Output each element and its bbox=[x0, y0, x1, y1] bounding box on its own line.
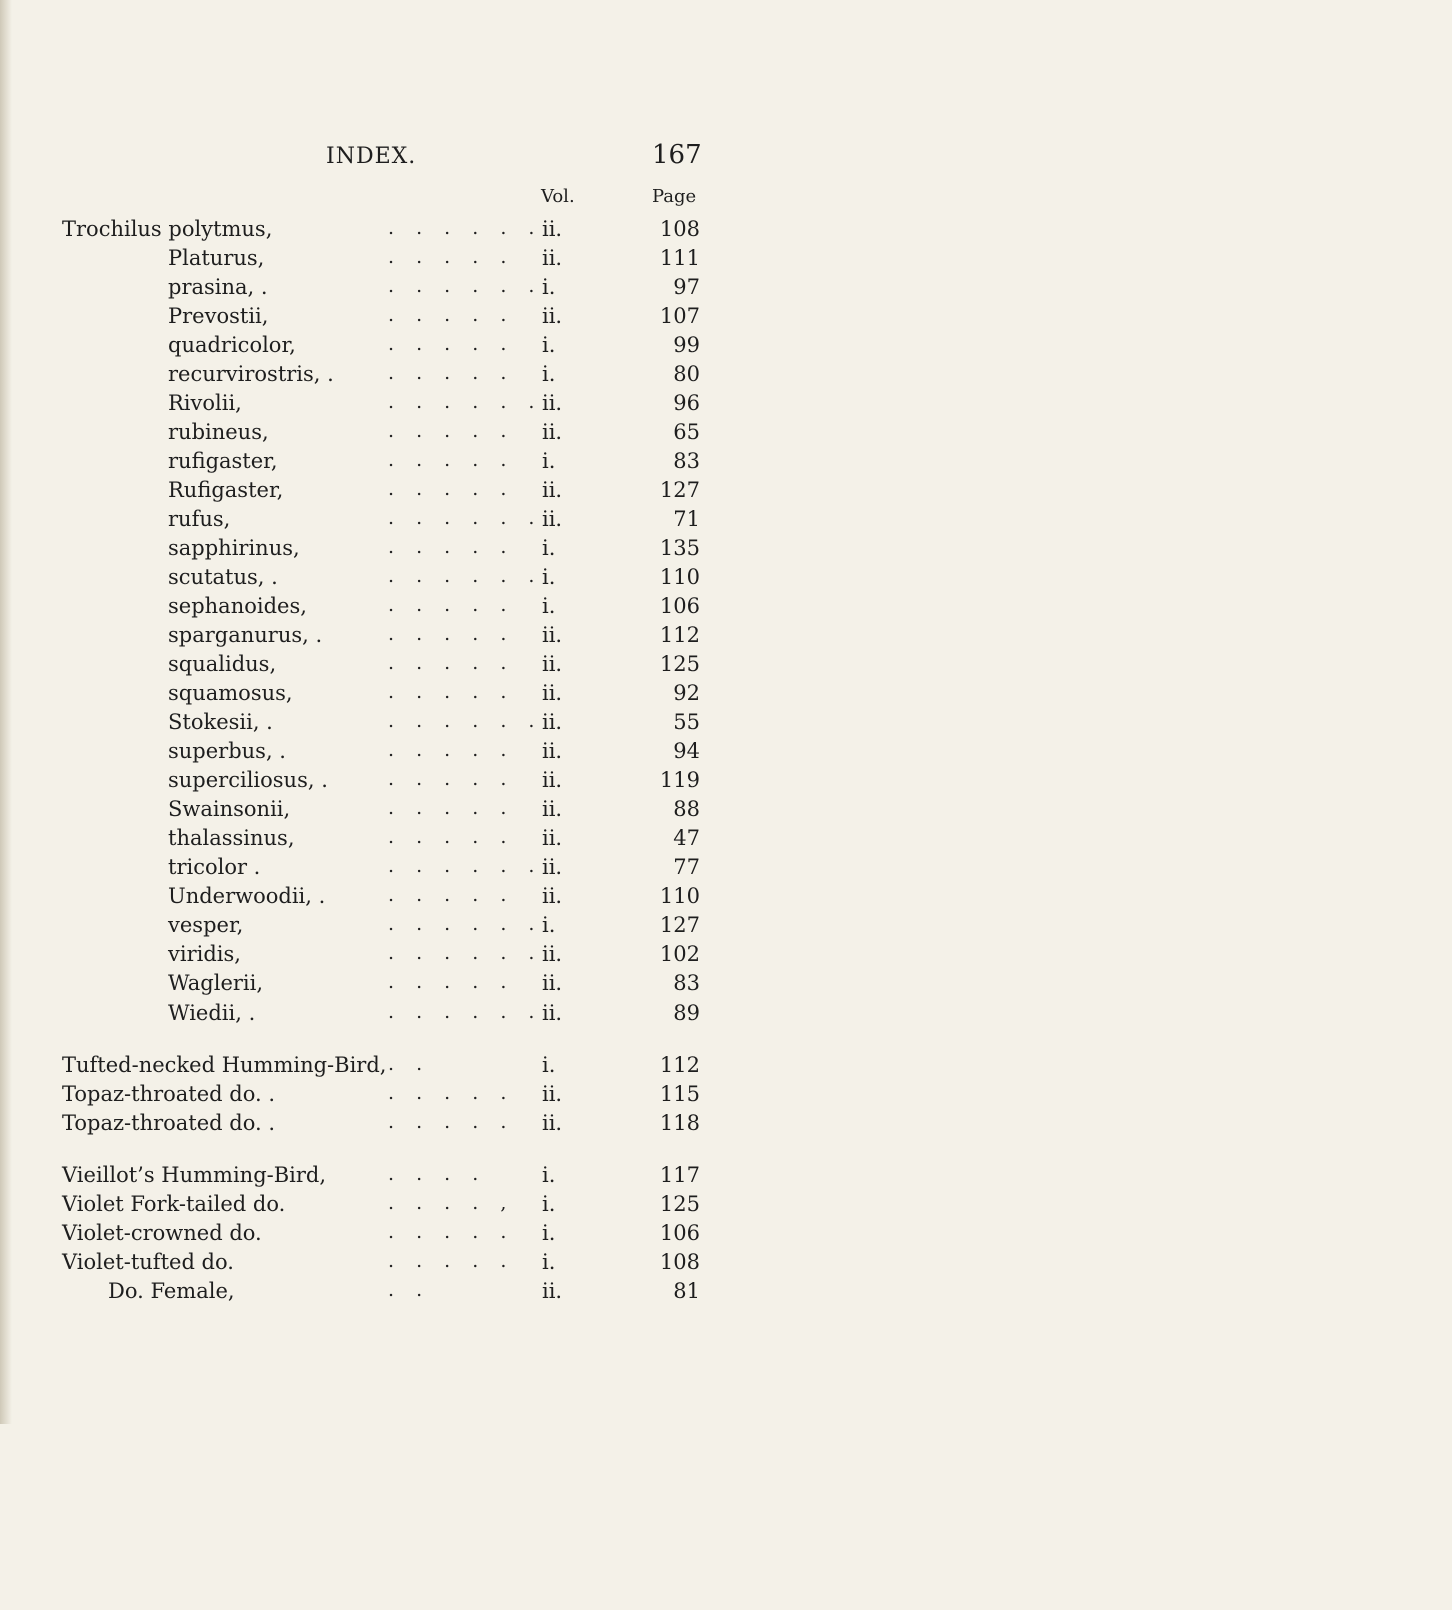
entry-page: 119 bbox=[659, 768, 700, 792]
leader-dots: . . . . . . bbox=[388, 565, 543, 587]
entry-name: superciliosus, . bbox=[168, 768, 328, 792]
leader-dots: . . . . . bbox=[388, 768, 515, 790]
entry-volume: i. bbox=[542, 536, 556, 560]
entry-page: 94 bbox=[673, 739, 700, 763]
leader-dots: . . . . . bbox=[388, 449, 515, 471]
leader-dots: . . . . . . bbox=[388, 507, 543, 529]
entry-volume: i. bbox=[542, 1221, 556, 1245]
entry-volume: ii. bbox=[542, 1279, 563, 1303]
entry-page: 99 bbox=[673, 333, 700, 357]
leader-dots: . . . . . . bbox=[388, 913, 543, 935]
entry-page: 112 bbox=[659, 1053, 700, 1077]
leader-dots: . . . . . bbox=[388, 826, 515, 848]
index-entry bbox=[0, 362, 800, 392]
entry-page: 71 bbox=[673, 507, 700, 531]
entry-name: Vieillot’s Humming-Bird, bbox=[62, 1163, 327, 1187]
entry-name: Waglerii, bbox=[168, 971, 264, 995]
entry-page: 89 bbox=[673, 1001, 700, 1025]
leader-dots: . . . . . bbox=[388, 333, 515, 355]
entry-volume: ii. bbox=[542, 217, 563, 241]
leader-dots: . . bbox=[388, 1053, 431, 1075]
leader-dots: . . . . . bbox=[388, 971, 515, 993]
entry-name: Swainsonii, bbox=[168, 797, 291, 821]
index-entry bbox=[0, 1221, 800, 1251]
entry-page: 108 bbox=[659, 1250, 700, 1274]
entry-name: thalassinus, bbox=[168, 826, 295, 850]
index-entry bbox=[0, 217, 800, 247]
leader-dots: . . . . . . bbox=[388, 391, 543, 413]
entry-page: 92 bbox=[673, 681, 700, 705]
leader-dots: . . . . . bbox=[388, 652, 515, 674]
leader-dots: . . . . . . bbox=[388, 855, 543, 877]
entry-volume: ii. bbox=[542, 507, 563, 531]
leader-dots: . . . . . . bbox=[388, 275, 543, 297]
entry-name: sapphirinus, bbox=[168, 536, 300, 560]
leader-dots: . . . . . bbox=[388, 304, 515, 326]
entry-volume: ii. bbox=[542, 652, 563, 676]
entry-volume: ii. bbox=[542, 246, 563, 270]
entry-name: Topaz-throated do. . bbox=[62, 1082, 276, 1106]
entry-volume: ii. bbox=[542, 797, 563, 821]
entry-volume: ii. bbox=[542, 1082, 563, 1106]
entry-page: 96 bbox=[673, 391, 700, 415]
leader-dots: . . . . . . bbox=[388, 710, 543, 732]
entry-volume: i. bbox=[542, 275, 556, 299]
entry-name: Stokesii, . bbox=[168, 710, 273, 734]
index-entry bbox=[0, 275, 800, 305]
leader-dots: . . . . . bbox=[388, 1111, 515, 1133]
entry-page: 77 bbox=[673, 855, 700, 879]
entry-name: quadricolor, bbox=[168, 333, 296, 357]
entry-page: 81 bbox=[673, 1279, 700, 1303]
entry-volume: ii. bbox=[542, 1001, 563, 1025]
leader-dots: . . . . . bbox=[388, 478, 515, 500]
entry-name: Tufted-necked Humming-Bird, bbox=[62, 1053, 387, 1077]
index-entry bbox=[0, 826, 800, 856]
index-entry bbox=[0, 710, 800, 740]
entry-name: superbus, . bbox=[168, 739, 286, 763]
entry-name: squamosus, bbox=[168, 681, 293, 705]
entry-page: 97 bbox=[673, 275, 700, 299]
index-entry bbox=[0, 681, 800, 711]
entry-page: 47 bbox=[673, 826, 700, 850]
leader-dots: . . . . . . bbox=[388, 942, 543, 964]
entry-volume: ii. bbox=[542, 1111, 563, 1135]
index-entry bbox=[0, 942, 800, 972]
entry-name: Prevostii, bbox=[168, 304, 269, 328]
leader-dots: . . . . bbox=[388, 1163, 487, 1185]
column-header-vol: Vol. bbox=[541, 186, 575, 207]
index-entry bbox=[0, 449, 800, 479]
leader-dots: . . . . . . bbox=[388, 217, 543, 239]
index-entry bbox=[0, 246, 800, 276]
entry-name: sparganurus, . bbox=[168, 623, 323, 647]
entry-page: 115 bbox=[659, 1082, 700, 1106]
leader-dots: . . . . . bbox=[388, 681, 515, 703]
entry-name: viridis, bbox=[168, 942, 241, 966]
entry-page: 83 bbox=[673, 971, 700, 995]
index-entry bbox=[0, 797, 800, 827]
entry-page: 102 bbox=[659, 942, 700, 966]
entry-volume: ii. bbox=[542, 391, 563, 415]
entry-page: 117 bbox=[659, 1163, 700, 1187]
entry-page: 110 bbox=[659, 565, 700, 589]
entry-name: rufus, bbox=[168, 507, 231, 531]
entry-page: 80 bbox=[673, 362, 700, 386]
entry-name: squalidus, bbox=[168, 652, 277, 676]
index-entry bbox=[0, 1053, 800, 1083]
entry-page: 106 bbox=[659, 594, 700, 618]
entry-volume: ii. bbox=[542, 855, 563, 879]
entry-name: recurvirostris, . bbox=[168, 362, 334, 386]
entry-name: Rivolii, bbox=[168, 391, 242, 415]
index-entry bbox=[0, 1250, 800, 1280]
entry-volume: i. bbox=[542, 333, 556, 357]
entry-name: prasina, . bbox=[168, 275, 268, 299]
entry-volume: ii. bbox=[542, 478, 563, 502]
entry-name: Platurus, bbox=[168, 246, 265, 270]
index-entry bbox=[0, 1111, 800, 1141]
leader-dots: . . . . . bbox=[388, 797, 515, 819]
entry-name: Wiedii, . bbox=[168, 1001, 256, 1025]
index-entry bbox=[0, 971, 800, 1001]
leader-dots: . . . . . bbox=[388, 1082, 515, 1104]
entry-page: 83 bbox=[673, 449, 700, 473]
column-header-page: Page bbox=[652, 186, 697, 207]
entry-volume: i. bbox=[542, 594, 556, 618]
leader-dots: . . . . . bbox=[388, 362, 515, 384]
index-entry bbox=[0, 1192, 800, 1222]
index-entry bbox=[0, 594, 800, 624]
entry-volume: i. bbox=[542, 362, 556, 386]
leader-dots: . . . . . . bbox=[388, 1001, 543, 1023]
entry-page: 107 bbox=[659, 304, 700, 328]
entry-volume: ii. bbox=[542, 710, 563, 734]
entry-page: 127 bbox=[659, 913, 700, 937]
entry-volume: ii. bbox=[542, 623, 563, 647]
index-entry bbox=[0, 333, 800, 363]
entry-volume: ii. bbox=[542, 420, 563, 444]
leader-dots: . . . . . bbox=[388, 1250, 515, 1272]
entry-name: Rufigaster, bbox=[168, 478, 284, 502]
entry-page: 108 bbox=[659, 217, 700, 241]
running-title: INDEX. bbox=[326, 144, 417, 169]
entry-name: Trochilus polytmus, bbox=[62, 217, 273, 241]
index-entry bbox=[0, 855, 800, 885]
entry-volume: i. bbox=[542, 449, 556, 473]
entry-name: rufigaster, bbox=[168, 449, 278, 473]
entry-volume: i. bbox=[542, 1250, 556, 1274]
leader-dots: . . . . . bbox=[388, 420, 515, 442]
entry-volume: ii. bbox=[542, 681, 563, 705]
entry-volume: i. bbox=[542, 1053, 556, 1077]
leader-dots: . . . . . bbox=[388, 623, 515, 645]
entry-page: 125 bbox=[659, 1192, 700, 1216]
entry-volume: i. bbox=[542, 913, 556, 937]
entry-page: 111 bbox=[659, 246, 700, 270]
entry-volume: i. bbox=[542, 1192, 556, 1216]
entry-page: 88 bbox=[673, 797, 700, 821]
entry-volume: ii. bbox=[542, 971, 563, 995]
entry-name: tricolor . bbox=[168, 855, 261, 879]
index-entry bbox=[0, 507, 800, 537]
entry-volume: i. bbox=[542, 1163, 556, 1187]
entry-name: sephanoides, bbox=[168, 594, 307, 618]
leader-dots: . . . . , bbox=[388, 1192, 515, 1214]
entry-page: 65 bbox=[673, 420, 700, 444]
page-number: 167 bbox=[652, 140, 702, 170]
index-entry bbox=[0, 884, 800, 914]
entry-name: Underwoodii, . bbox=[168, 884, 326, 908]
entry-name: Do. Female, bbox=[108, 1279, 235, 1303]
entry-page: 106 bbox=[659, 1221, 700, 1245]
index-entry bbox=[0, 304, 800, 334]
entry-name: Violet Fork-tailed do. bbox=[62, 1192, 286, 1216]
index-entry bbox=[0, 391, 800, 421]
index-entry bbox=[0, 1163, 800, 1193]
index-entry bbox=[0, 478, 800, 508]
entry-name: Topaz-throated do. . bbox=[62, 1111, 276, 1135]
index-entry bbox=[0, 1001, 800, 1031]
entry-volume: ii. bbox=[542, 826, 563, 850]
leader-dots: . . . . . bbox=[388, 246, 515, 268]
index-entry bbox=[0, 1082, 800, 1112]
leader-dots: . . . . . bbox=[388, 739, 515, 761]
leader-dots: . . . . . bbox=[388, 594, 515, 616]
entry-name: Violet-tufted do. bbox=[62, 1250, 234, 1274]
entry-name: scutatus, . bbox=[168, 565, 278, 589]
index-page bbox=[0, 0, 800, 1424]
entry-volume: ii. bbox=[542, 304, 563, 328]
entry-page: 110 bbox=[659, 884, 700, 908]
index-entry bbox=[0, 565, 800, 595]
entry-page: 55 bbox=[673, 710, 700, 734]
index-entry bbox=[0, 768, 800, 798]
entry-volume: ii. bbox=[542, 768, 563, 792]
leader-dots: . . . . . bbox=[388, 536, 515, 558]
index-entry bbox=[0, 739, 800, 769]
index-entry bbox=[0, 623, 800, 653]
entry-name: vesper, bbox=[168, 913, 244, 937]
entry-page: 125 bbox=[659, 652, 700, 676]
entry-page: 118 bbox=[659, 1111, 700, 1135]
entry-volume: ii. bbox=[542, 884, 563, 908]
index-entry bbox=[0, 1279, 800, 1309]
entry-name: Violet-crowned do. bbox=[62, 1221, 262, 1245]
entry-page: 127 bbox=[659, 478, 700, 502]
entry-volume: ii. bbox=[542, 739, 563, 763]
leader-dots: . . . . . bbox=[388, 1221, 515, 1243]
entry-page: 112 bbox=[659, 623, 700, 647]
entry-volume: i. bbox=[542, 565, 556, 589]
index-entry bbox=[0, 536, 800, 566]
entry-name: rubineus, bbox=[168, 420, 269, 444]
entry-page: 135 bbox=[659, 536, 700, 560]
leader-dots: . . bbox=[388, 1279, 431, 1301]
page-header bbox=[0, 140, 800, 180]
index-entry bbox=[0, 420, 800, 450]
index-entry bbox=[0, 913, 800, 943]
index-entry bbox=[0, 652, 800, 682]
leader-dots: . . . . . bbox=[388, 884, 515, 906]
entry-volume: ii. bbox=[542, 942, 563, 966]
